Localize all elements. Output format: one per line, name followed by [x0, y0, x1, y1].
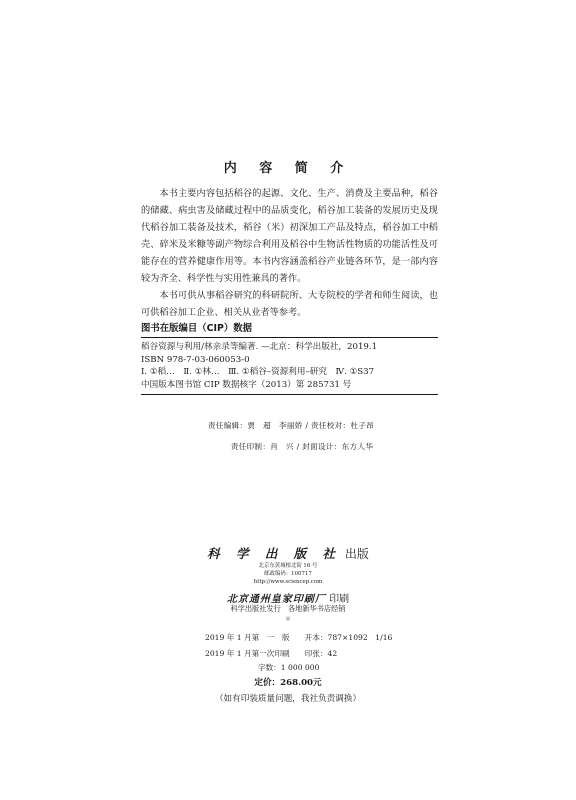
- cip-line-isbn: ISBN 978-7-03-060053-0: [141, 354, 250, 365]
- staff-printing: 责任印制：肖 兴 / 封面设计：东方人华: [230, 442, 374, 451]
- publisher-postcode: 邮政编码：100717: [264, 571, 312, 577]
- publisher-website: http://www.sciencep.com: [253, 579, 323, 585]
- summary-paragraph: 本书可供从事稻谷研究的科研院所、大专院校的学者和师生阅读，也可供稻谷加工企业、相关从业者等参考。: [141, 290, 438, 318]
- separator-mark: ＊: [284, 616, 291, 623]
- publisher-name: 科 学 出 版 社: [207, 546, 342, 561]
- quality-notice: （如有印装质量问题，我社负责调换）: [214, 694, 362, 704]
- cip-heading: 图书在版编目（CIP）数据: [141, 320, 438, 338]
- publisher-suffix: 出版: [344, 547, 369, 561]
- printer-line: [0, 590, 576, 605]
- printer-name: 北京通州皇家印刷厂: [226, 594, 326, 605]
- summary-body: [141, 185, 438, 321]
- price-line: 定价：268.00元: [254, 678, 322, 688]
- cip-line-classification: Ⅰ. ①稻… Ⅱ. ①林… Ⅲ. ①稻谷–资源利用–研究 Ⅳ. ①S37: [141, 367, 375, 377]
- cip-line-title: 稻谷资源与利用/林亲录等编著. —北京：科学出版社，2019.1: [141, 342, 378, 352]
- word-count-line: 字数：1 000 000: [258, 663, 320, 672]
- staff-editors: 责任编辑：贾 超 李丽娇 / 责任校对：杜子昂: [207, 421, 375, 430]
- printing-line: 2019 年 1 月第一次印刷 印张：42: [205, 649, 338, 658]
- publisher-line: [0, 544, 576, 562]
- summary-title: 内 容 简 介: [223, 161, 353, 176]
- edition-line: 2019 年 1 月第 一 版 开本：787×1092 1/16: [205, 633, 393, 642]
- printer-suffix: 印刷: [329, 594, 350, 605]
- summary-paragraph: 本书主要内容包括稻谷的起源、文化、生产、消费及主要品种，稻谷的储藏、病虫害及储藏过程中的品质变化，稻谷加工装备的发展历史及现代稻谷加工装备及技术，稻谷（米）初深加工产品及特点，稻谷加工中稻壳、碎米及米糠等副产物综合利用及稻谷中生物活性物质的功能活性及可能存在的营养健康作用等。本书内容涵盖稻谷产业链各环节，是一部内容较为齐全、科学性与实用性兼具的著作。: [141, 188, 438, 284]
- publisher-address: 北京东黄城根北街 16 号: [258, 563, 318, 569]
- cip-line-record: 中国版本图书馆 CIP 数据核字（2013）第 285731 号: [141, 379, 352, 390]
- cip-block: [141, 320, 438, 395]
- distribution-line: 科学出版社发行 各地新华书店经销: [230, 604, 346, 613]
- cip-divider: [141, 394, 438, 395]
